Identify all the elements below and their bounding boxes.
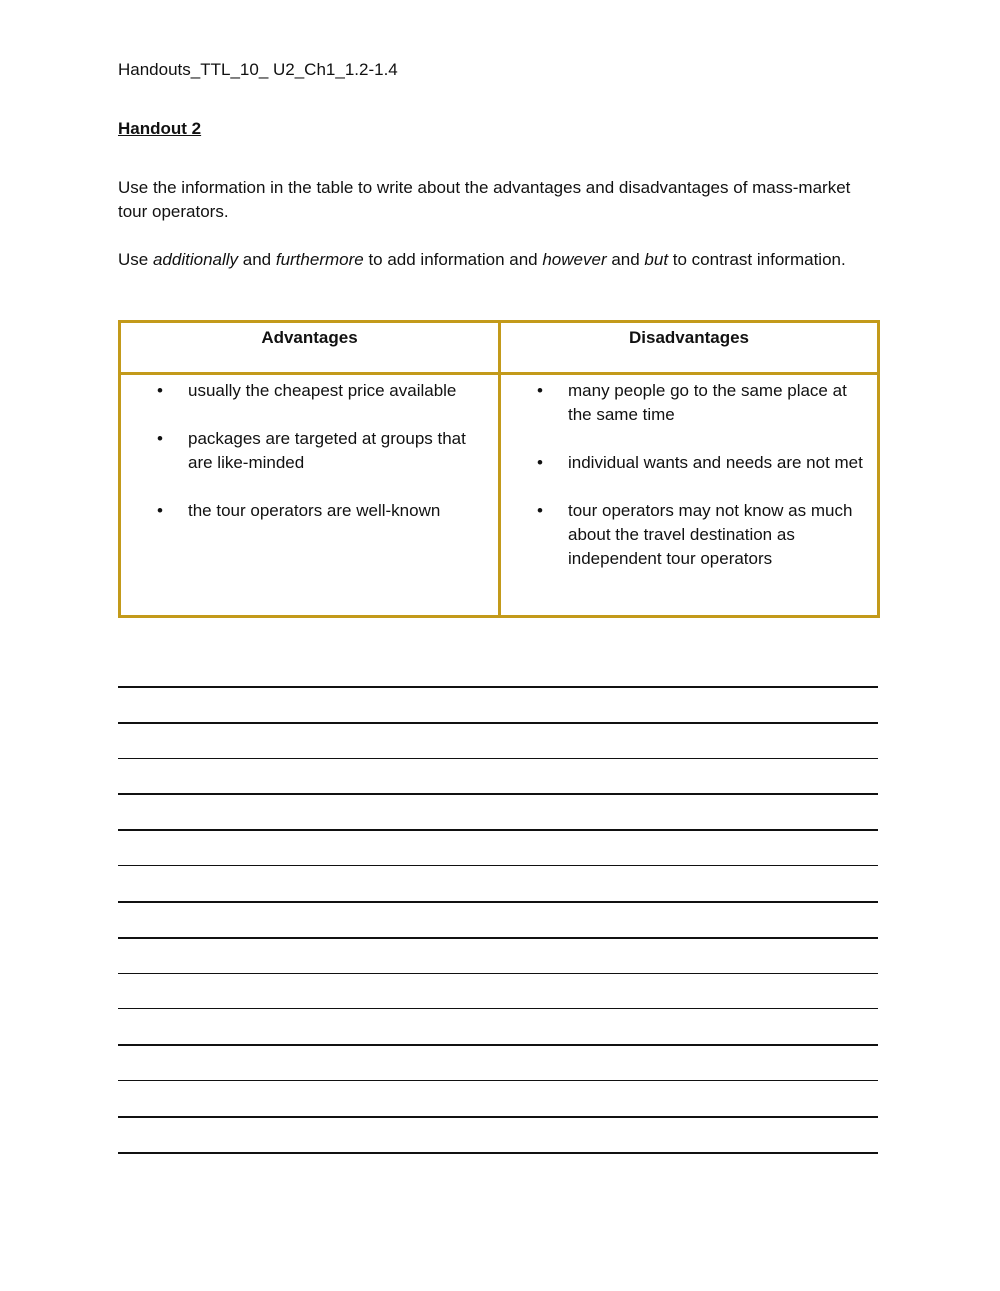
writing-line[interactable] <box>118 1152 878 1154</box>
writing-line[interactable] <box>118 1116 878 1118</box>
instructions <box>118 176 858 296</box>
keyword-furthermore: furthermore <box>275 250 364 269</box>
list-item: • usually the cheapest price available <box>121 379 498 403</box>
list-item: • individual wants and needs are not met <box>501 451 877 475</box>
bullet-icon: • <box>537 501 543 520</box>
keyword-but: but <box>644 250 669 269</box>
bullet-icon: • <box>157 501 163 520</box>
list-item: • packages are targeted at groups that are like-minded <box>157 429 466 472</box>
advantages-header: Advantages <box>121 323 501 375</box>
disadvantages-header: Disadvantages <box>501 323 877 375</box>
keyword-however: however <box>542 250 607 269</box>
writing-line[interactable] <box>118 901 878 903</box>
document-id: Handouts_TTL_10_ U2_Ch1_1.2-1.4 <box>118 60 398 79</box>
writing-line[interactable] <box>118 686 878 688</box>
advantages-list <box>121 379 498 523</box>
handout-title: Handout 2 <box>118 119 202 138</box>
bullet-icon: • <box>537 381 543 400</box>
disadvantages-list <box>501 379 877 571</box>
list-item: • many people go to the same place at the same time <box>537 381 847 424</box>
writing-line[interactable] <box>118 973 878 974</box>
comparison-table <box>118 320 880 618</box>
keyword-additionally: additionally <box>152 250 239 269</box>
bullet-icon: • <box>157 381 163 400</box>
writing-line[interactable] <box>118 865 878 866</box>
writing-line[interactable] <box>118 937 878 939</box>
writing-line[interactable] <box>118 793 878 795</box>
instruction-paragraph-2: Use additionally and furthermore to add information and however and but to contrast information. <box>118 250 846 269</box>
advantages-cell <box>121 375 501 615</box>
writing-line[interactable] <box>118 1008 878 1009</box>
writing-line[interactable] <box>118 1080 878 1081</box>
writing-line[interactable] <box>118 722 878 724</box>
disadvantages-cell <box>501 375 877 615</box>
bullet-icon: • <box>537 453 543 472</box>
list-item: • the tour operators are well-known <box>121 499 498 523</box>
writing-line[interactable] <box>118 1044 878 1046</box>
writing-line[interactable] <box>118 829 878 831</box>
instruction-paragraph-1: Use the information in the table to write about the advantages and disadvantages of mass-market tour operators. <box>118 178 851 221</box>
bullet-icon: • <box>157 429 163 448</box>
list-item: • tour operators may not know as much about the travel destination as independent tour operators <box>537 501 853 568</box>
writing-line[interactable] <box>118 758 878 759</box>
